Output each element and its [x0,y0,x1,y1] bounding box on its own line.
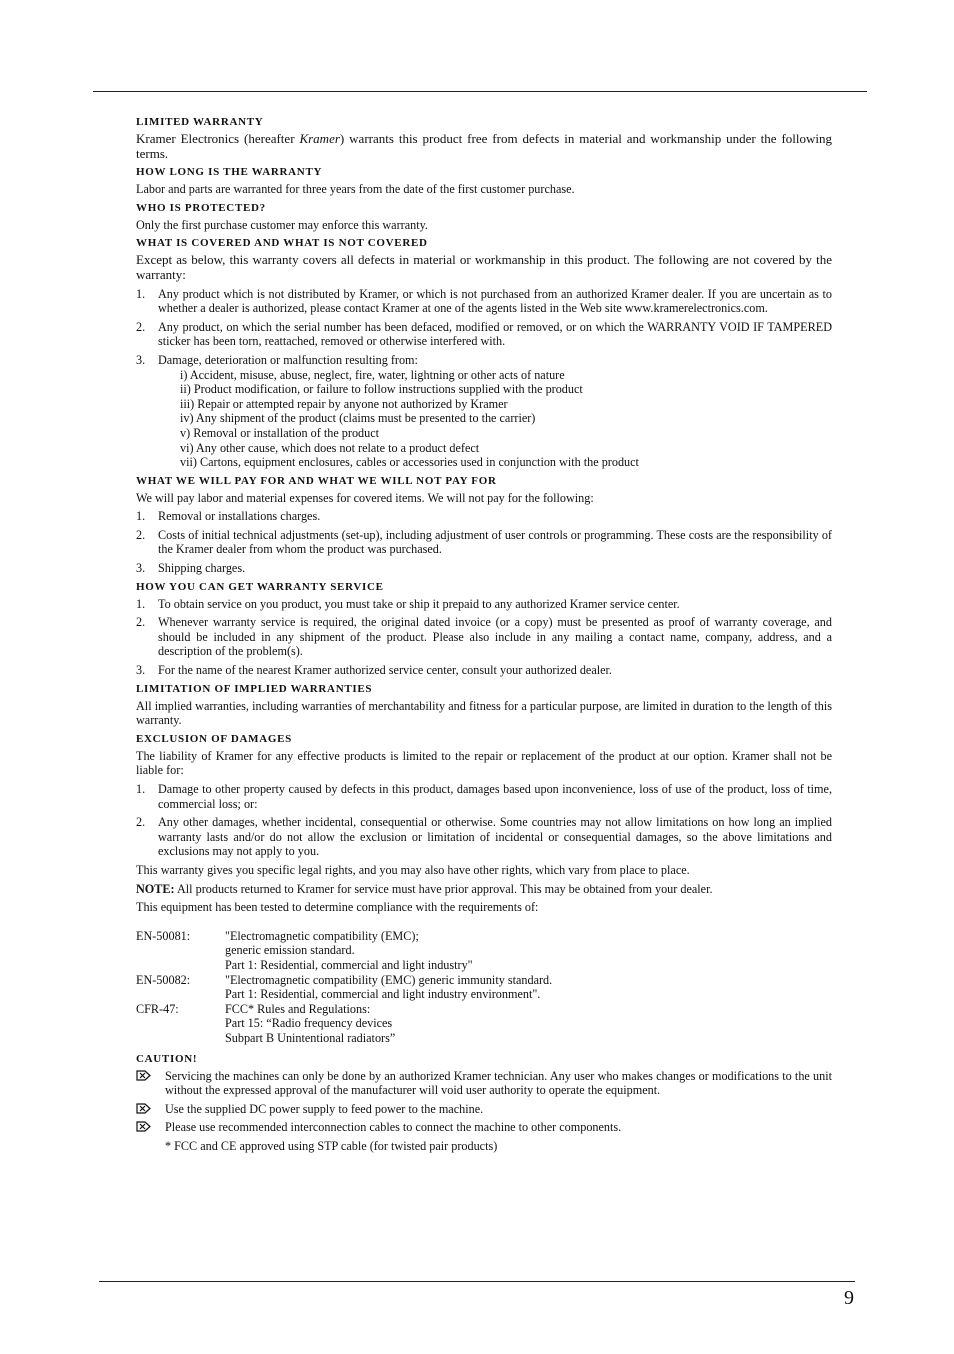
sub-list-item: i) Accident, misuse, abuse, neglect, fire, water, lightning or other acts of nature [180,367,565,382]
list-item: 2. Any other damages, whether incidental, consequential or otherwise. Some countries may not allow limitations on how long an implied warranty lasts and/or do not allow the exclusion or limitation of incidental or consequential damages, so the above limitations and exclusions may not apply to you. [136,815,832,859]
sub-list-item: v) Removal or installation of the product [180,425,380,440]
list-item: 3. Damage, deterioration or malfunction resulting from: i) Accident, misuse, abuse, neglect, fire, water, lightning or other acts of nature ii) Product modification, or failure to follow instructions supplied with the product iii) Repair or attempted repair by anyone not authorized by Kramer iv) Any shipment of the product (claims must be presented to the carrier) v) Removal or installation of the product vi) Any other cause, which does not relate to a product defect vii) Cartons, equipment enclosures, cables or accessories used in conjunction with the product [136,353,832,470]
list-item: 3. For the name of the nearest Kramer authorized service center, consult your authorized dealer. [136,663,612,678]
list-item: 1. To obtain service on you product, you must take or ship it prepaid to any authorized Kramer service center. [136,596,680,611]
warranty-document [136,112,832,1153]
standard-description: "Electromagnetic compatibility (EMC) generic immunity standard. Part 1: Residential, commercial and light industry environment". [225,972,553,1002]
covered-heading: WHAT IS COVERED AND WHAT IS NOT COVERED [136,237,428,250]
not-covered-list [136,287,832,470]
standard-description: "Electromagnetic compatibility (EMC); generic emission standard. Part 1: Residential, commercial and light industry" [225,928,473,972]
compliance-text: This equipment has been tested to determine compliance with the requirements of: [136,900,539,915]
standard-row [136,1002,832,1046]
list-item: 2. Costs of initial technical adjustments (set-up), including adjustment of user controls or programming. These costs are the responsibility of the Kramer dealer from whom the product was purchased. [136,527,832,557]
list-item: 1. Removal or installations charges. [136,509,321,524]
note-text: NOTE: All products returned to Kramer for service must have prior approval. This may be obtained from your dealer. [136,881,713,896]
who-heading: WHO IS PROTECTED? [136,201,266,214]
pay-text: We will pay labor and material expenses for covered items. We will not pay for the following: [136,490,594,505]
standard-description: FCC* Rules and Regulations: Part 15: “Radio frequency devices Subpart B Unintentional radiators” [225,1001,396,1045]
list-item: 3. Shipping charges. [136,561,246,576]
sub-list-item: vii) Cartons, equipment enclosures, cables or accessories used in conjunction with the product [180,455,639,470]
sub-list-item: iii) Repair or attempted repair by anyone not authorized by Kramer [180,396,508,411]
sub-list-item: ii) Product modification, or failure to follow instructions supplied with the product [180,382,583,397]
footer-rule [99,1281,855,1282]
page-number: 9 [844,1287,854,1309]
caution-arrow-icon [136,1121,151,1132]
exclusion-list [136,782,832,859]
list-item: 1. Damage to other property caused by defects in this product, damages based upon inconvenience, loss of use of the product, loss of time, commercial loss; or: [136,782,832,811]
standard-code: EN-50081: [136,928,191,943]
how-long-text: Labor and parts are warranted for three years from the date of the first customer purchase. [136,182,575,197]
list-item: 1. Any product which is not distributed by Kramer, or which is not purchased from an authorized Kramer dealer. If you are uncertain as to whether a dealer is authorized, please contact Kramer at one of the agents listed in the Web site www.kramerelectronics.com. [136,286,832,316]
sub-list-item: iv) Any shipment of the product (claims must be presented to the carrier) [180,411,536,426]
list-item: 2. Any product, on which the serial number has been defaced, modified or removed, or on which the WARRANTY VOID IF TAMPERED sticker has been torn, reattached, removed or otherwise interfered with. [136,319,832,349]
standards-list [136,929,832,1046]
service-list [136,597,832,678]
fcc-footnote: * FCC and CE approved using STP cable (for twisted pair products) [165,1138,498,1153]
pay-heading: WHAT WE WILL PAY FOR AND WHAT WE WILL NOT PAY FOR [136,474,497,487]
limitation-text: All implied warranties, including warranties of merchantability and fitness for a particular purpose, are limited in duration to the length of this warranty. [136,698,832,728]
limitation-heading: LIMITATION OF IMPLIED WARRANTIES [136,682,373,695]
standard-row [136,929,832,973]
caution-item: Use the supplied DC power supply to feed power to the machine. [136,1102,832,1117]
caution-list [136,1069,832,1135]
who-text: Only the first purchase customer may enforce this warranty. [136,217,428,232]
how-long-heading: HOW LONG IS THE WARRANTY [136,166,323,179]
list-item: 2. Whenever warranty service is required, the original dated invoice (or a copy) must be presented as proof of warranty coverage, and should be included in any shipment of the product. Please also include in any mailing a contact name, company, address, and a description of the problem(s). [136,615,832,659]
warranty-intro: Kramer Electronics (hereafter Kramer) warrants this product free from defects in material and workmanship under the following terms. [136,131,832,161]
caution-arrow-icon [136,1103,151,1114]
caution-item: Please use recommended interconnection cables to connect the machine to other components. [136,1120,832,1135]
standard-code: CFR-47: [136,1001,179,1016]
damage-causes-list [158,368,832,470]
caution-heading: CAUTION! [136,1052,198,1065]
not-paid-list [136,509,832,575]
sub-list-item: vi) Any other cause, which does not relate to a product defect [180,440,480,455]
exclusion-heading: EXCLUSION OF DAMAGES [136,732,292,745]
service-heading: HOW YOU CAN GET WARRANTY SERVICE [136,580,384,593]
covered-text: Except as below, this warranty covers all defects in material or workmanship in this product. The following are not covered by the warranty: [136,252,832,282]
caution-arrow-icon [136,1070,151,1081]
caution-item: Servicing the machines can only be done by an authorized Kramer technician. Any user who makes changes or modifications to the unit without the expressed approval of the manufacturer will void user authority to operate the equipment. [136,1069,832,1098]
standard-row [136,973,832,1002]
standard-code: EN-50082: [136,972,191,987]
warranty-title: LIMITED WARRANTY [136,116,264,128]
exclusion-text: The liability of Kramer for any effective products is limited to the repair or replacement of the product at our option. Kramer shall not be liable for: [136,748,832,778]
header-rule [93,91,867,92]
rights-text: This warranty gives you specific legal rights, and you may also have other rights, which vary from place to place. [136,862,690,877]
